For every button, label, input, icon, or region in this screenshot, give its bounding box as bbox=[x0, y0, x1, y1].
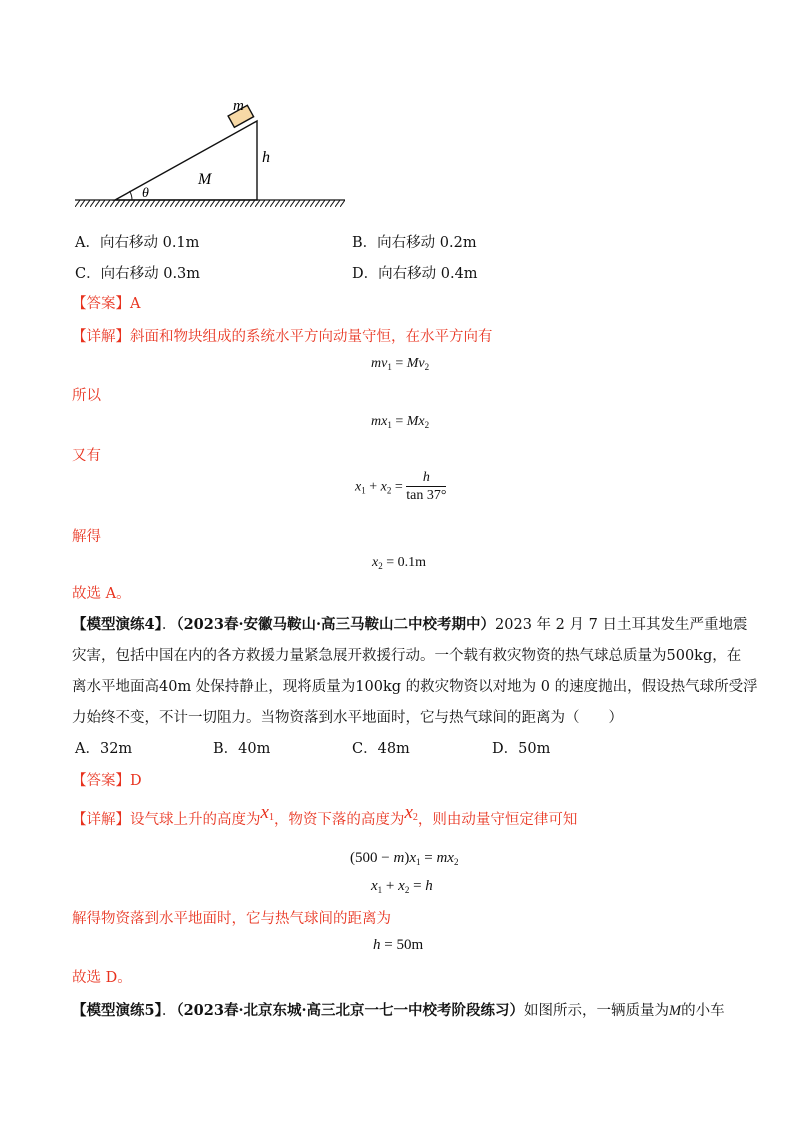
incline-figure bbox=[70, 95, 360, 215]
label-h: h bbox=[262, 149, 270, 166]
q4-option-a: A．32m bbox=[75, 741, 133, 757]
label-theta: θ bbox=[142, 186, 149, 201]
option-c: C．向右移动 0.3m bbox=[75, 266, 201, 282]
choose-text: 故选 A。 bbox=[72, 586, 131, 602]
q4-result-text: 解得物资落到水平地面时，它与热气球间的距离为 bbox=[72, 911, 391, 927]
angle-arc bbox=[130, 191, 133, 200]
q4-line-4: 力始终不变，不计一切阻力。当物资落到水平地面时，它与热气球间的距离为（ ） bbox=[72, 710, 623, 726]
option-d: D．向右移动 0.4m bbox=[352, 266, 478, 282]
q4-option-b: B．40m bbox=[213, 741, 271, 757]
equation-momentum: $mv_1 = Mv_2$ bbox=[371, 356, 430, 372]
q4-tag: 【模型演练4】 bbox=[72, 616, 162, 633]
answer-line: 【答案】A bbox=[72, 296, 141, 312]
detail-line: 【详解】斜面和物块组成的系统水平方向动量守恒，在水平方向有 bbox=[72, 329, 493, 345]
q4-equation-momentum: $(500 - m)x_1 = mx_2$ bbox=[350, 850, 459, 867]
q4-answer-line: 【答案】D bbox=[72, 773, 142, 789]
equation-geometry: $x_1 + x_2$ = $\frac{h}{\tan 37^\circ}$ bbox=[355, 470, 447, 503]
q4-line-2: 灾害，包括中国在内的各方救援力量紧急展开救援行动。一个载有救灾物资的热气球总质量为500kg，在 bbox=[72, 648, 742, 664]
option-a: A．向右移动 0.1m bbox=[75, 235, 200, 251]
equation-displacement: $mx_1 = Mx_2$ bbox=[371, 414, 430, 430]
incline-wedge bbox=[115, 121, 257, 200]
option-b: B．向右移动 0.2m bbox=[352, 235, 477, 251]
q4-detail-line: 【详解】设气球上升的高度为$x_1$，物资下落的高度为$x_2$，则由动量守恒定律可知 bbox=[72, 802, 578, 828]
label-M: M bbox=[198, 171, 212, 188]
q5-tag: 【模型演练5】 bbox=[72, 1002, 162, 1019]
q4-header: 【模型演练4】．（2023春·安徽马鞍山·高三马鞍山二中校考期中）2023 年 2 月 7 日土耳其发生严重地震 bbox=[72, 616, 748, 633]
solve-text: 解得 bbox=[72, 529, 101, 545]
q4-line-3: 离水平地面高40m 处保持静止，现将质量为100kg 的救灾物资以对地为 0 的速度抛出，假设热气球所受浮 bbox=[72, 679, 758, 695]
so-text: 所以 bbox=[72, 388, 101, 404]
label-m: m bbox=[233, 98, 244, 114]
q4-source: （2023春·安徽马鞍山·高三马鞍山二中校考期中） bbox=[176, 616, 496, 633]
q4-option-c: C．48m bbox=[352, 741, 410, 757]
q4-choose-text: 故选 D。 bbox=[72, 970, 132, 986]
ground-hatching bbox=[75, 200, 345, 207]
q5-header: 【模型演练5】．（2023春·北京东城·高三北京一七一中校考阶段练习）如图所示，一辆质量为M的小车 bbox=[72, 1002, 725, 1019]
q5-source: （2023春·北京东城·高三北京一七一中校考阶段练习） bbox=[176, 1002, 525, 1019]
q4-equation-result: h = 50m bbox=[373, 937, 424, 953]
q4-equation-sum: $x_1 + x_2 = h$ bbox=[371, 878, 433, 895]
also-text: 又有 bbox=[72, 448, 101, 464]
q4-option-d: D．50m bbox=[492, 741, 551, 757]
equation-result: $x_2 = 0.1m$ bbox=[372, 555, 427, 571]
